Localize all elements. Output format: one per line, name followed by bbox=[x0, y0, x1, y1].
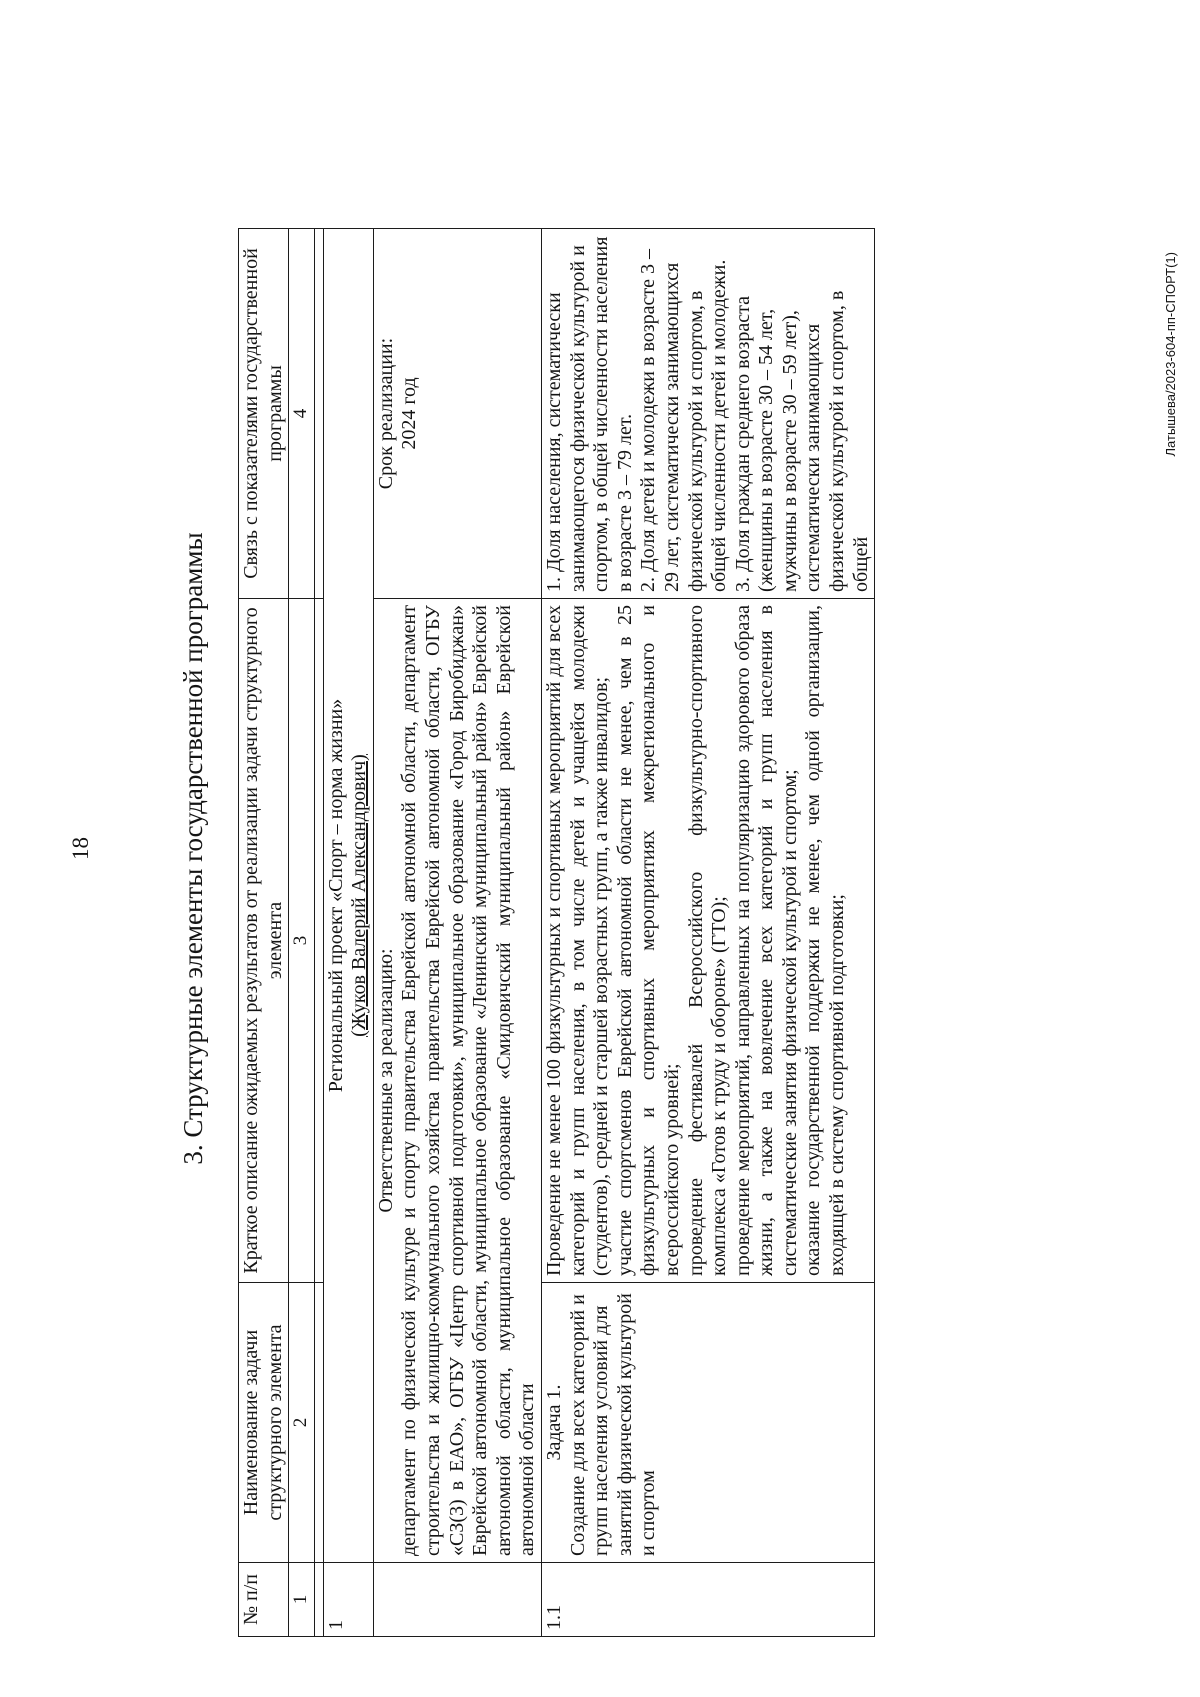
project-title-cell bbox=[323, 229, 373, 1563]
task-text: Создание для всех категорий и групп населения условий для занятий физической культурой и спортом bbox=[566, 1293, 660, 1556]
header-task-name: Наименование задачи структурного элемента bbox=[239, 1283, 289, 1563]
project-row bbox=[323, 229, 373, 1637]
project-number: 1 bbox=[323, 1563, 373, 1637]
header-indicators: Связь с показателями государственной программы bbox=[239, 229, 289, 599]
result-item: проведение фестивалей Всероссийского физкультурно-спортивного комплекса «Готов к труду и обороне» (ГТО); bbox=[684, 605, 731, 1276]
project-curator: (Жуков Валерий Александрович) bbox=[348, 754, 371, 1037]
column-number: 4 bbox=[289, 229, 314, 599]
table-header-row bbox=[239, 229, 289, 1637]
responsible-text: департамент по физической культуре и спорту правительства Еврейской автономной области, департамент строительства и жилищно-коммунального хозяйства правительства Еврейской автономной области, ОГБУ «СЗ(3) в ЕАО», ОГБУ «Центр спортивной подготовки», муниципальное образование «Город Биробиджан» Еврейской автономной области, муниципальное образование «Ленинский муниципальный район» Еврейской автономной области, муниципальное образование «Смидовичский муниципальный район» Еврейской автономной области bbox=[398, 605, 539, 1556]
separator-cell bbox=[314, 1283, 323, 1563]
project-title: Региональный проект «Спорт – норма жизни» bbox=[324, 698, 347, 1093]
indicator-item: 2. Доля детей и молодежи в возрасте 3 – 29 лет, систематически занимающихся физической культурой и спортом, в общей численности детей и молодежи. bbox=[637, 248, 731, 592]
separator-cell bbox=[314, 229, 323, 599]
term-label: Срок реализации: bbox=[374, 337, 397, 490]
footer-code: Латышева/2023-604-пп-СПОРТ(1) bbox=[1163, 252, 1178, 457]
results-cell bbox=[541, 599, 874, 1283]
page-number: 18 bbox=[68, 837, 93, 860]
result-item: Проведение не менее 100 физкультурных и спортивных мероприятий для всех категорий и групп населения, в том числе детей и учащейся молодежи (студентов), средней и старшей возрастных групп, а также инвалидов; bbox=[542, 605, 613, 1276]
responsible-row bbox=[373, 229, 541, 1637]
section-title: 3. Структурные элементы государственной программы bbox=[178, 532, 208, 1165]
task-row bbox=[541, 229, 874, 1637]
structural-elements-table bbox=[238, 228, 875, 1637]
task-number: 1.1 bbox=[541, 1563, 874, 1637]
term-cell bbox=[373, 229, 541, 599]
result-item: проведение мероприятий, направленных на популяризацию здорового образа жизни, а также на вовлечение всех категорий и групп населения в систематические занятия физической культурой и спортом; bbox=[731, 605, 801, 1276]
header-number: № п/п bbox=[239, 1563, 289, 1637]
column-number: 3 bbox=[289, 599, 314, 1283]
result-item: участие спортсменов Еврейской автономной области не менее, чем в 25 физкультурных и спортивных мероприятиях межрегионального и всероссийского уровней; bbox=[613, 605, 683, 1276]
column-number: 1 bbox=[289, 1563, 314, 1637]
column-number-row bbox=[289, 229, 314, 1637]
indicators-cell bbox=[541, 229, 874, 599]
responsible-label: Ответственные за реализацию: bbox=[374, 948, 397, 1213]
indicator-item: 1. Доля населения, систематически занимающегося физической культурой и спортом, в общей численности населения в возрасте 3 – 79 лет. bbox=[542, 236, 636, 592]
result-item: оказание государственной поддержки не менее, чем одной организации, входящей в систему спортивной подготовки; bbox=[802, 605, 849, 1276]
empty-cell bbox=[373, 1563, 541, 1637]
separator-row bbox=[314, 229, 323, 1637]
term-value: 2024 год bbox=[398, 377, 421, 450]
indicator-item: 3. Доля граждан среднего возраста (женщины в возрасте 30 – 54 лет, мужчины в возрасте 30 – 59 лет), систематически занимающихся физической культурой и спортом, в общей bbox=[731, 290, 872, 592]
column-number: 2 bbox=[289, 1283, 314, 1563]
responsible-cell bbox=[373, 599, 541, 1563]
separator-cell bbox=[314, 599, 323, 1283]
separator-cell bbox=[314, 1563, 323, 1637]
task-title: Задача 1. bbox=[542, 1384, 565, 1461]
task-cell bbox=[541, 1283, 874, 1563]
header-results: Краткое описание ожидаемых результатов от реализации задачи структурного элемента bbox=[239, 599, 289, 1283]
